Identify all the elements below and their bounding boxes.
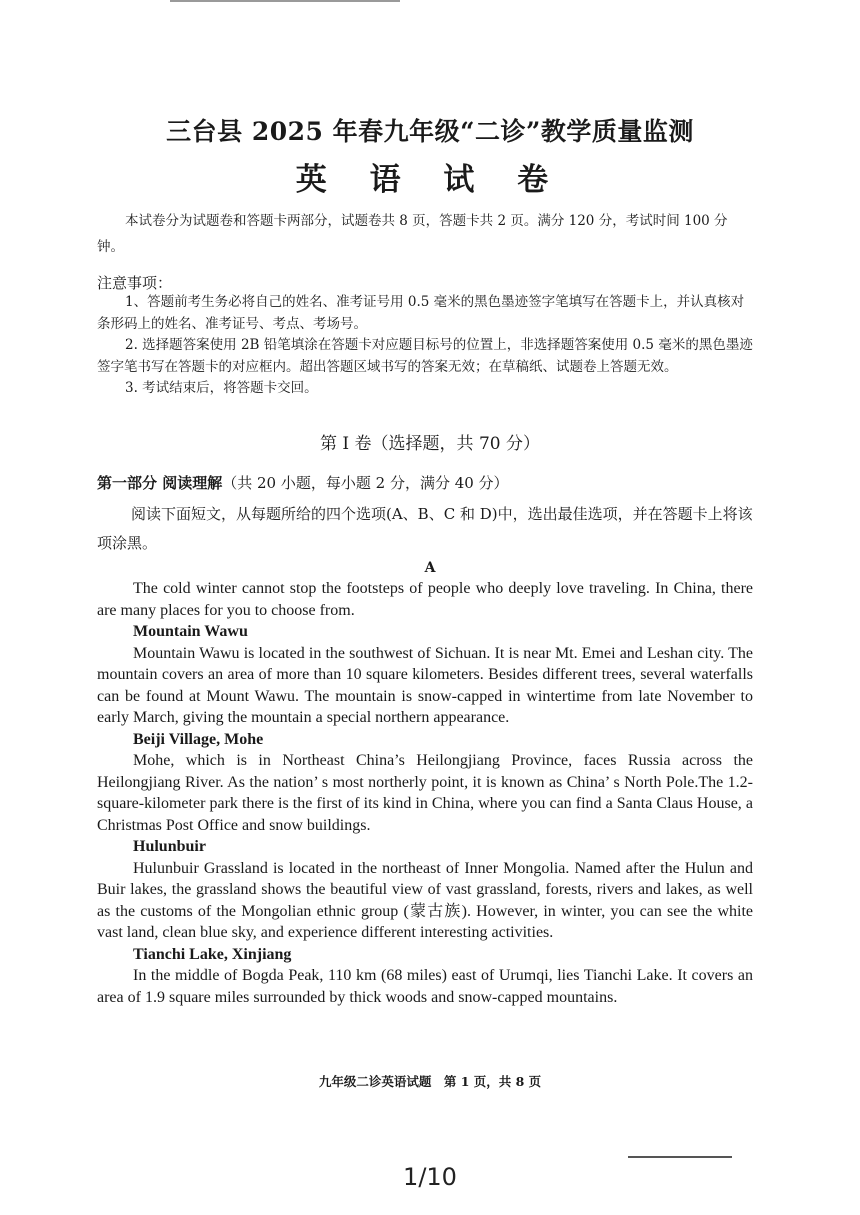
notice-item: 2. 选择题答案使用 2B 铅笔填涂在答题卡对应题目标号的位置上，非选择题答案使用 0.5 毫米的黑色墨迹签字笔书写在答题卡的对应框内。超出答题区域书写的答案无效；在草稿纸、试题卷上答题无效。 xyxy=(97,337,753,375)
page-counter: 1/10 xyxy=(403,1163,457,1191)
exam-title: 三台县 2025 年春九年级“二诊”教学质量监测 xyxy=(166,117,694,146)
exam-intro: 本试卷分为试题卷和答题卡两部分，试题卷共 8 页，答题卡共 2 页。满分 120 分，考试时间 100 分钟。 xyxy=(97,213,728,255)
place-heading: Hulunbuir xyxy=(133,838,206,855)
reading-directions: 阅读下面短文，从每题所给的四个选项(A、B、C 和 D)中，选出最佳选项，并在答题卡上将该项涂黑。 xyxy=(97,505,753,552)
place-heading: Beiji Village, Mohe xyxy=(133,730,264,748)
exam-subtitle: 英 语 试 卷 xyxy=(295,162,565,198)
passage-body xyxy=(97,578,753,1008)
notice-item: 3. 考试结束后，将答题卡交回。 xyxy=(125,380,318,396)
passage-intro: The cold winter cannot stop the footsteps of people who deeply love traveling. In China, there are many places for you to choose from. xyxy=(97,580,753,619)
place-heading: Tianchi Lake, Xinjiang xyxy=(133,945,292,963)
place-heading: Mountain Wawu xyxy=(133,623,248,640)
part-label: 第一部分 阅读理解 xyxy=(97,474,223,492)
bottom-divider xyxy=(628,1156,732,1158)
top-divider xyxy=(170,0,400,2)
place-paragraph: Hulunbuir Grassland is located in the northeast of Inner Mongolia. Named after the Hulun and Buir lakes, the grassland shows the beautiful view of vast grassland, forests, rivers and lakes, as well as the customs of the Mongolian ethnic group (蒙古族). However, in winter, you can see the white vast land, clean blue sky, and experience different interesting activities. xyxy=(97,859,753,941)
section-title: 第 I 卷（选择题，共 70 分） xyxy=(320,434,540,454)
page-footer: 九年级二诊英语试题 第 1 页，共 8 页 xyxy=(318,1074,542,1089)
passage-letter: A xyxy=(424,560,436,576)
notice-heading: 注意事项： xyxy=(97,274,173,292)
place-paragraph: In the middle of Bogda Peak, 110 km (68 miles) east of Urumqi, lies Tianchi Lake. It covers an area of 1.9 square miles surrounded by thick woods and snow-capped mountains. xyxy=(97,967,753,1006)
notice-item: 1、答题前考生务必将自己的姓名、准考证号用 0.5 毫米的黑色墨迹签字笔填写在答题卡上，并认真核对条形码上的姓名、准考证号、考点、考场号。 xyxy=(97,294,745,332)
notice-list xyxy=(97,292,753,400)
place-paragraph: Mountain Wawu is located in the southwest of Sichuan. It is near Mt. Emei and Leshan city. The mountain covers an area of more than 10 square kilometers. Besides different trees, several waterfalls can be found at Mount Wawu. The mountain is snow-capped in wintertime from late November to early March, giving the mountain a special northern appearance. xyxy=(97,644,753,726)
part-detail: （共 20 小题，每小题 2 分，满分 40 分） xyxy=(222,474,509,492)
part-title xyxy=(97,472,509,494)
place-paragraph: Mohe, which is in Northeast China’s Heilongjiang Province, faces Russia across the Heilongjiang River. As the nation’ s most northerly point, it is known as China’ s North Pole.The 1.2-square-kilometer park there is the first of its kind in China, where you can find a Santa Claus House, a Christmas Post Office and snow buildings. xyxy=(97,752,753,834)
